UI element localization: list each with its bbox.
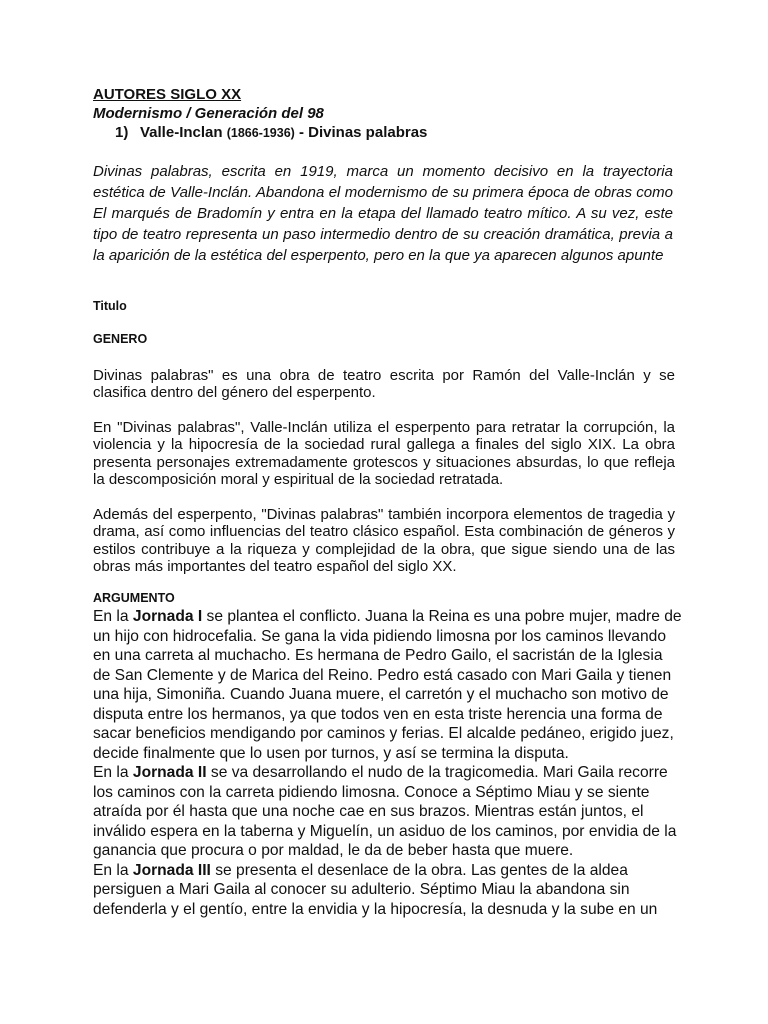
jornada-3-label: Jornada III: [132, 861, 211, 879]
jornada-2-prefix: En la: [93, 764, 133, 781]
author-dates: (1866-1936): [226, 126, 295, 140]
jornada-2-paragraph: [93, 763, 683, 861]
genero-paragraph-2: En "Divinas palabras", Valle-Inclán utiliza el esperpento para retratar la corrupción, la violencia y la hipocresía de la sociedad rural gallega a finales del siglo XIX. La obra presenta personajes extremadamente grotescos y situaciones absurdas, lo que refleja la descomposición moral y espiritual de la sociedad retratada.: [93, 419, 675, 488]
movement-subtitle: Modernismo / Generación del 98: [93, 105, 324, 122]
genero-label: GENERO: [93, 332, 148, 346]
jornada-1-text: se plantea el conflicto. Juana la Reina es una pobre mujer, madre de un hijo con hidrocefalia. Se gana la vida pidiendo limosna por los caminos llevando en una carreta al muchacho. Es hermana de Pedro Gailo, el sacristán de la Iglesia de San Clemente y de Marica del Reino. Pedro está casado con Mari Gaila y tienen una hija, Simoniña. Cuando Juana muere, el carretón y el muchacho son motivo de disputa entre los hermanos, ya que todos ven en esta triste herencia una forma de sacar beneficios mendigando por caminos y ferias. El alcalde pedáneo, erigido juez, decide finalmente que lo usen por turnos, y así se termina la disputa.: [93, 608, 682, 762]
genero-paragraph-3: Además del esperpento, "Divinas palabras" también incorpora elementos de tragedia y drama, así como influencias del teatro clásico español. Esta combinación de géneros y estilos contribuye a la riqueza y complejidad de la obra, que sigue siendo una de las obras más importantes del teatro español del siglo XX.: [93, 506, 675, 575]
jornada-3-paragraph: [93, 861, 683, 920]
genero-paragraph-1: Divinas palabras" es una obra de teatro escrita por Ramón del Valle-Inclán y se clasifica dentro del género del esperpento.: [93, 367, 675, 402]
intro-paragraph: Divinas palabras, escrita en 1919, marca un momento decisivo en la trayectoria estética de Valle-Inclán. Abandona el modernismo de su primera época de obras como El marqués de Bradomín y entra en la etapa del llamado teatro mítico. A su vez, este tipo de teatro representa un paso intermedio dentro de su creación dramática, previa a la aparición de la estética del esperpento, pero en la que ya aparecen algunos apunte: [93, 163, 673, 264]
work-heading: [115, 124, 427, 141]
titulo-label: Titulo: [93, 299, 127, 313]
jornada-1-label: Jornada I: [132, 608, 203, 625]
work-title: - Divinas palabras: [299, 124, 428, 141]
argumento-label: ARGUMENTO: [93, 591, 175, 605]
jornada-1-paragraph: [93, 607, 683, 763]
jornada-2-label: Jornada II: [132, 764, 207, 781]
jornada-2-text: se va desarrollando el nudo de la tragicomedia. Mari Gaila recorre los caminos con la carreta pidiendo limosna. Conoce a Séptimo Miau y se siente atraída por él hasta que una noche cae en sus brazos. Mientras están juntos, el inválido espera en la taberna y Miguelín, un asiduo de los caminos, por envidia de la ganancia que procura o por maldad, le da de beber hasta que muere.: [93, 764, 677, 859]
jornada-1-prefix: En la: [93, 608, 133, 625]
jornada-3-text: se presenta el desenlace de la obra. Las gentes de la aldea persiguen a Mari Gaila al conocer su adulterio. Séptimo Miau la abandona sin defenderla y el gentío, entre la envidia y la hipocresía, la desnuda y la sube en un: [93, 861, 658, 918]
argumento-body: [93, 607, 683, 919]
item-number: 1): [115, 124, 129, 141]
section-title: AUTORES SIGLO XX: [93, 86, 242, 103]
jornada-3-prefix: En la: [93, 861, 133, 879]
author-name: Valle-Inclan: [140, 124, 223, 141]
